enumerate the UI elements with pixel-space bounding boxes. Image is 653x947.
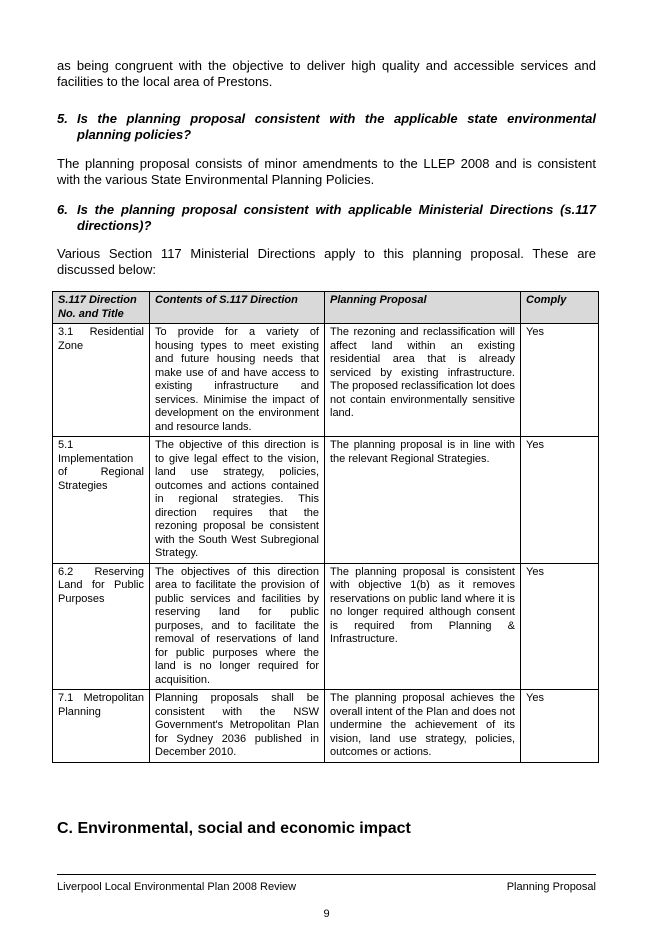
question-6-text: Is the planning proposal consistent with applicable Ministerial Directions (s.117 directions)? (77, 202, 596, 233)
footer-divider (57, 874, 596, 875)
question-6 (57, 202, 596, 234)
table-header-row (53, 292, 599, 324)
table-row (53, 437, 599, 564)
direction-contents-cell: The objective of this direction is to give legal effect to the vision, land use strategy, policies, outcomes and actions contained in regional strategies. This direction requires that the rezoning proposal be consistent with the South West Subregional Strategy. (150, 437, 325, 564)
s117-directions-table (52, 291, 599, 763)
direction-contents-cell: The objectives of this direction area to facilitate the provision of public services and facilities by reserving land for public purposes, and to facilitate the removal of reservations of land for public purposes where the land is no longer required for acquisition. (150, 563, 325, 690)
question-5-number: 5. (57, 111, 68, 126)
direction-contents-cell: Planning proposals shall be consistent with the NSW Government's Metropolitan Plan for Sydney 2036 published in December 2010. (150, 690, 325, 763)
table-row (53, 324, 599, 437)
question-5 (57, 111, 596, 143)
header-planning-proposal: Planning Proposal (325, 292, 521, 324)
intro-paragraph: as being congruent with the objective to deliver high quality and accessible services and facilities to the local area of Prestons. (57, 58, 596, 89)
question-5-text: Is the planning proposal consistent with the applicable state environmental planning policies? (77, 111, 596, 142)
planning-proposal-cell: The rezoning and reclassification will affect land within an existing residential area that is already serviced by existing infrastructure. The proposed reclassification lot does not contain environmentally sensitive land. (325, 324, 521, 437)
table-row (53, 563, 599, 690)
section-heading: C. Environmental, social and economic impact (57, 820, 411, 837)
table-row (53, 690, 599, 763)
header-direction-contents: Contents of S.117 Direction (150, 292, 325, 324)
comply-cell: Yes (521, 437, 599, 564)
page-number: 9 (323, 908, 330, 920)
header-comply: Comply (521, 292, 599, 324)
answer-5-paragraph: The planning proposal consists of minor amendments to the LLEP 2008 and is consistent with the various State Environmental Planning Policies. (57, 156, 596, 187)
direction-title-cell: 3.1 Residential Zone (53, 324, 150, 437)
comply-cell: Yes (521, 690, 599, 763)
question-6-number: 6. (57, 202, 68, 217)
direction-title-cell: 5.1 Implementation of Regional Strategies (53, 437, 150, 564)
header-direction-title: S.117 Direction No. and Title (53, 292, 150, 324)
direction-title-cell: 7.1 Metropolitan Planning (53, 690, 150, 763)
answer-6-paragraph: Various Section 117 Ministerial Directions apply to this planning proposal. These are discussed below: (57, 246, 596, 277)
planning-proposal-cell: The planning proposal achieves the overall intent of the Plan and does not undermine the achievement of its vision, land use strategy, policies, outcomes or actions. (325, 690, 521, 763)
comply-cell: Yes (521, 324, 599, 437)
comply-cell: Yes (521, 563, 599, 690)
footer-document-title: Liverpool Local Environmental Plan 2008 Review (57, 881, 297, 893)
planning-proposal-cell: The planning proposal is consistent with objective 1(b) as it removes reservations on public land where it is no longer required although consent is required from Planning & Infrastructure. (325, 563, 521, 690)
direction-contents-cell: To provide for a variety of housing types to meet existing and future housing needs that make use of and have access to existing infrastructure and services. Minimise the impact of development on the environment and resource lands. (150, 324, 325, 437)
planning-proposal-cell: The planning proposal is in line with the relevant Regional Strategies. (325, 437, 521, 564)
footer-document-type: Planning Proposal (506, 881, 596, 893)
direction-title-cell: 6.2 Reserving Land for Public Purposes (53, 563, 150, 690)
